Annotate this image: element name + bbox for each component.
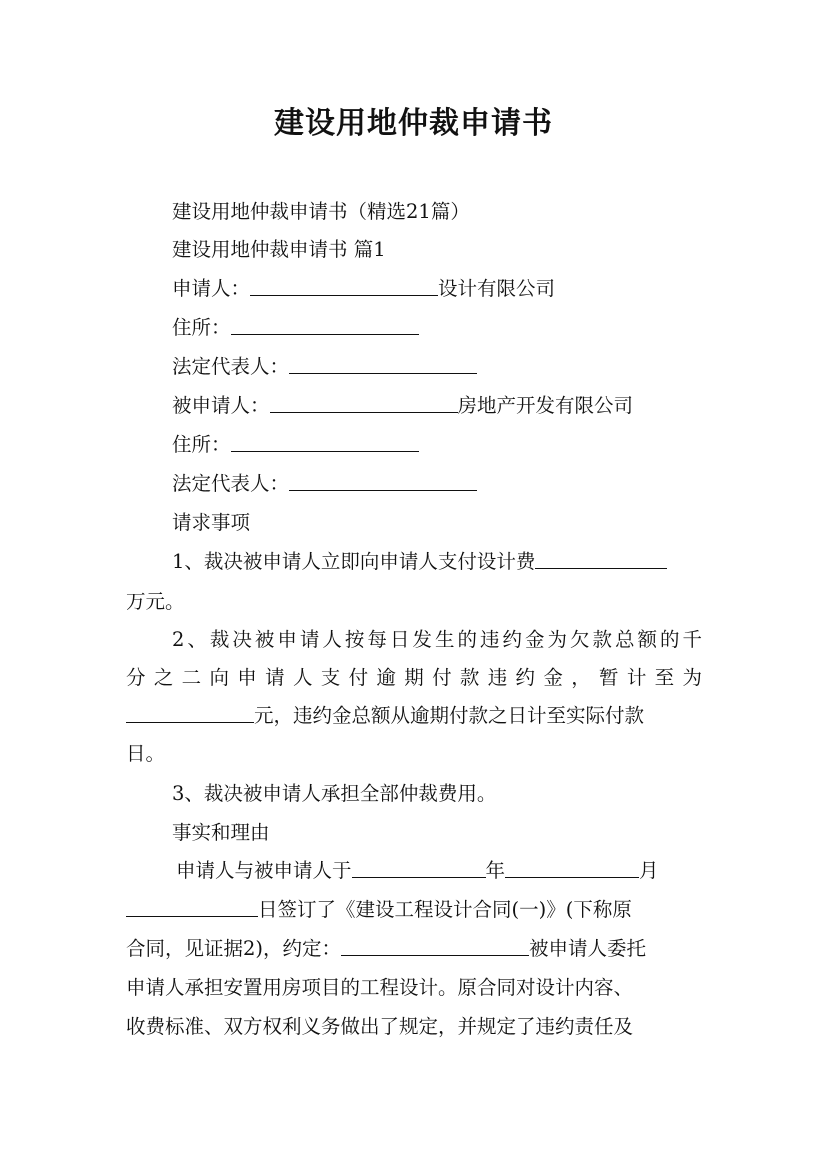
legal-rep-blank-2 bbox=[289, 489, 477, 491]
facts-line-5: 收费标准、双方权利义务做出了规定，并规定了违约责任及 bbox=[126, 1015, 634, 1038]
facts-line-3 bbox=[126, 935, 646, 963]
claim-1-line-b: 万元。 bbox=[126, 590, 185, 613]
legal-rep-label-2: 法定代表人： bbox=[172, 472, 290, 495]
applicant-legal-rep-line bbox=[172, 353, 477, 381]
address-blank bbox=[231, 333, 419, 335]
facts-heading: 事实和理由 bbox=[172, 821, 270, 844]
subtitle: 建设用地仲裁申请书（精选21篇） bbox=[172, 200, 470, 223]
applicant-suffix: 设计有限公司 bbox=[438, 277, 556, 300]
facts-3-text-a: 合同，见证据2)，约定： bbox=[126, 937, 342, 960]
respondent-address-line bbox=[172, 431, 419, 459]
month-label: 月 bbox=[639, 859, 659, 882]
claim-1-blank bbox=[535, 567, 667, 569]
year-label: 年 bbox=[485, 859, 506, 882]
agreement-blank bbox=[341, 954, 529, 956]
address-blank-2 bbox=[231, 450, 419, 452]
applicant-blank bbox=[250, 294, 438, 296]
respondent-legal-rep-line bbox=[172, 470, 477, 498]
claims-heading: 请求事项 bbox=[172, 511, 251, 534]
month-blank bbox=[505, 876, 639, 878]
facts-2-text: 日签订了《建设工程设计合同(一)》(下称原 bbox=[258, 898, 632, 921]
applicant-line bbox=[172, 275, 555, 303]
claim-1-line-a bbox=[172, 548, 667, 576]
claim-2-line-c bbox=[126, 702, 644, 730]
respondent-line bbox=[172, 392, 633, 420]
address-label-2: 住所： bbox=[172, 433, 231, 456]
facts-line-1 bbox=[176, 857, 659, 885]
facts-1-text: 申请人与被申请人于 bbox=[176, 859, 352, 882]
section-heading: 建设用地仲裁申请书 篇1 bbox=[172, 238, 386, 261]
claim-2-text-c: 元，违约金总额从逾期付款之日计至实际付款 bbox=[254, 704, 645, 727]
day-blank bbox=[126, 915, 258, 917]
legal-rep-blank bbox=[289, 372, 477, 374]
respondent-suffix: 房地产开发有限公司 bbox=[457, 394, 634, 417]
facts-line-2 bbox=[126, 896, 632, 924]
facts-line-4: 申请人承担安置用房项目的工程设计。原合同对设计内容、 bbox=[126, 976, 634, 999]
claim-2-blank bbox=[126, 721, 254, 723]
claim-2-line-d: 日。 bbox=[126, 742, 166, 765]
document-title: 建设用地仲裁申请书 bbox=[274, 106, 553, 141]
applicant-address-line bbox=[172, 314, 419, 342]
legal-rep-label: 法定代表人： bbox=[172, 355, 290, 378]
claim-2-line-a: 2、裁决被申请人按每日发生的违约金为欠款总额的千 bbox=[172, 628, 702, 651]
facts-3-text-b: 被申请人委托 bbox=[529, 937, 647, 960]
claim-2-line-b: 分之二向申请人支付逾期付款违约金，暂计至为 bbox=[126, 666, 702, 689]
year-blank bbox=[352, 876, 486, 878]
address-label: 住所： bbox=[172, 316, 231, 339]
respondent-label: 被申请人： bbox=[172, 394, 270, 417]
applicant-label: 申请人： bbox=[172, 277, 251, 300]
respondent-blank bbox=[270, 411, 458, 413]
claim-3-line: 3、裁决被申请人承担全部仲裁费用。 bbox=[172, 782, 497, 805]
claim-1-text: 1、裁决被申请人立即向申请人支付设计费 bbox=[172, 550, 536, 573]
